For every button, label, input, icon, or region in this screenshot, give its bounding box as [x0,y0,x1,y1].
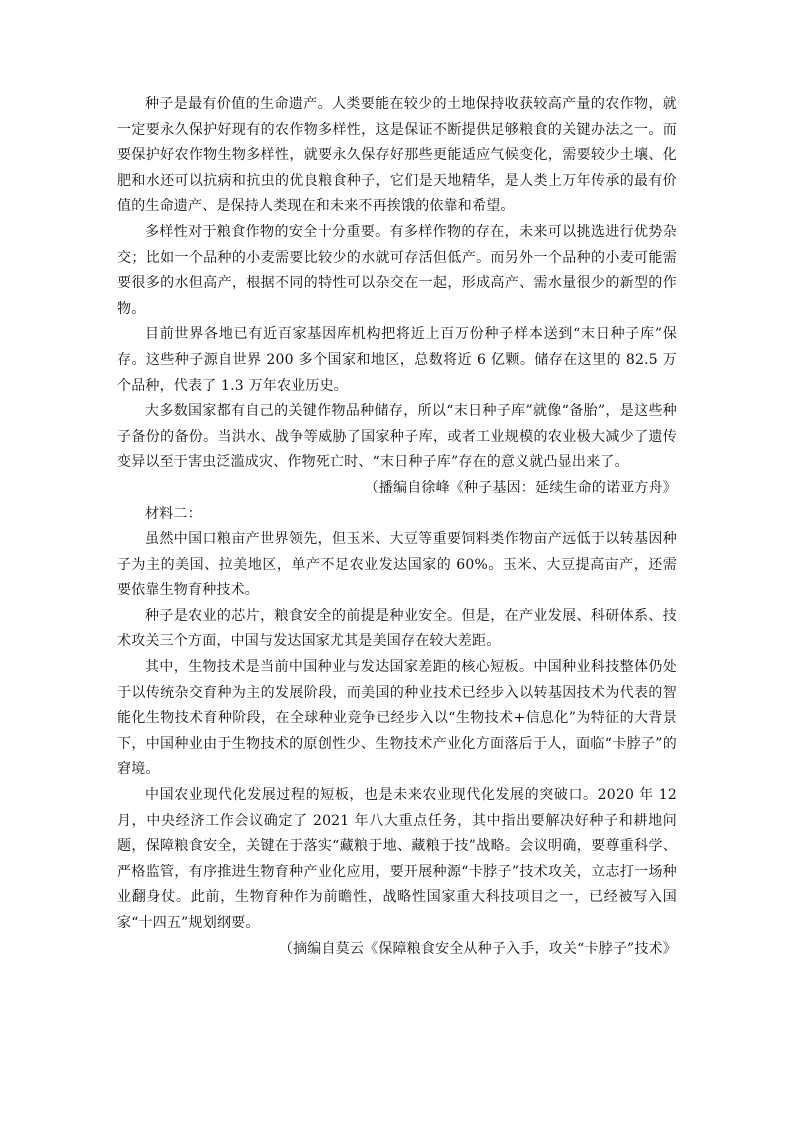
material-one-paragraph-3: 目前世界各地已有近百家基因库机构把将近上百万份种子样本送到“末日种子库”保存。这些种子源自世界 200 多个国家和地区，总数将近 6 亿颗。储存在这里的 82.5 万个品种，代表了 1.3 万年农业历史。 [117,326,677,394]
material-two-label: 材料二： [145,505,202,522]
material-two-paragraph-1: 虽然中国口粮亩产世界领先，但玉米、大豆等重要饲料类作物亩产远低于以转基因种子为主的美国、拉美地区，单产不足农业发达国家的 60%。玉米、大豆提高亩产，还需要依靠生物育种技术。 [117,531,677,599]
material-one-paragraph-4: 大多数国家都有自己的关键作物品种储存，所以“末日种子库”就像“备胎”，是这些种子备份的备份。当洪水、战争等威胁了国家种子库，或者工业规模的农业极大减少了遗传变异以至于害虫泛滥成灾、作物死亡时、“末日种子库”存在的意义就凸显出来了。 [117,403,677,471]
material-one-paragraph-1: 种子是最有价值的生命遗产。人类要能在较少的土地保持收获较高产量的农作物，就一定要永久保护好现有的农作物多样性，这是保证不断提供足够粮食的关键办法之一。而要保护好农作物生物多样性，就要永久保存好那些更能适应气候变化，需要较少土壤、化肥和水还可以抗病和抗虫的优良粮食种子，它们是天地精华，是人类上万年传承的最有价值的生命遗产、是保持人类现在和未来不再挨饿的依靠和希望。 [117,96,677,215]
material-one-source: （播编自徐峰《种子基因：延续生命的诺亚方舟》 [364,479,677,496]
document-page [117,92,677,962]
material-two-paragraph-4: 中国农业现代化发展过程的短板，也是未来农业现代化发展的突破口。2020 年 12 月，中央经济工作会议确定了 2021 年八大重点任务，其中指出要解决好种子和耕地问题，保障粮食安全，关键在于落实“藏粮于地、藏粮于技”战略。会议明确，要尊重科学、严格监管，有序推进生物育种产业化应用，要开展种源“卡脖子”技术攻关，立志打一场种业翻身仗。此前，生物育种作为前瞻性，战略性国家重大科技项目之一，已经被写入国家“十四五”规划纲要。 [117,787,677,931]
material-two-source: （摘编自莫云《保障粮食安全从种子入手，攻关“卡脖子”技术》 [278,940,677,957]
material-two-paragraph-3: 其中，生物技术是当前中国种业与发达国家差距的核心短板。中国种业科技整体仍处于以传统杂交育种为主的发展阶段，而美国的种业技术已经步入以转基因技术为代表的智能化生物技术育种阶段，在全球种业竞争已经步入以“生物技术+信息化”为特征的大背景下，中国种业由于生物技术的原创性少、生物技术产业化方面落后于人，面临“卡脖子”的窘境。 [117,659,677,778]
material-one-paragraph-2: 多样性对于粮食作物的安全十分重要。有多样作物的存在，未来可以挑选进行优势杂交；比如一个品种的小麦需要比较少的水就可存活但低产。而另外一个品种的小麦可能需要很多的水但高产，根据不同的特性可以杂交在一起，形成高产、需水量很少的新型的作物。 [117,223,677,317]
material-two-paragraph-2: 种子是农业的芯片，粮食安全的前提是种业安全。但是，在产业发展、科研体系、技术攻关三个方面，中国与发达国家尤其是美国存在较大差距。 [117,607,677,650]
